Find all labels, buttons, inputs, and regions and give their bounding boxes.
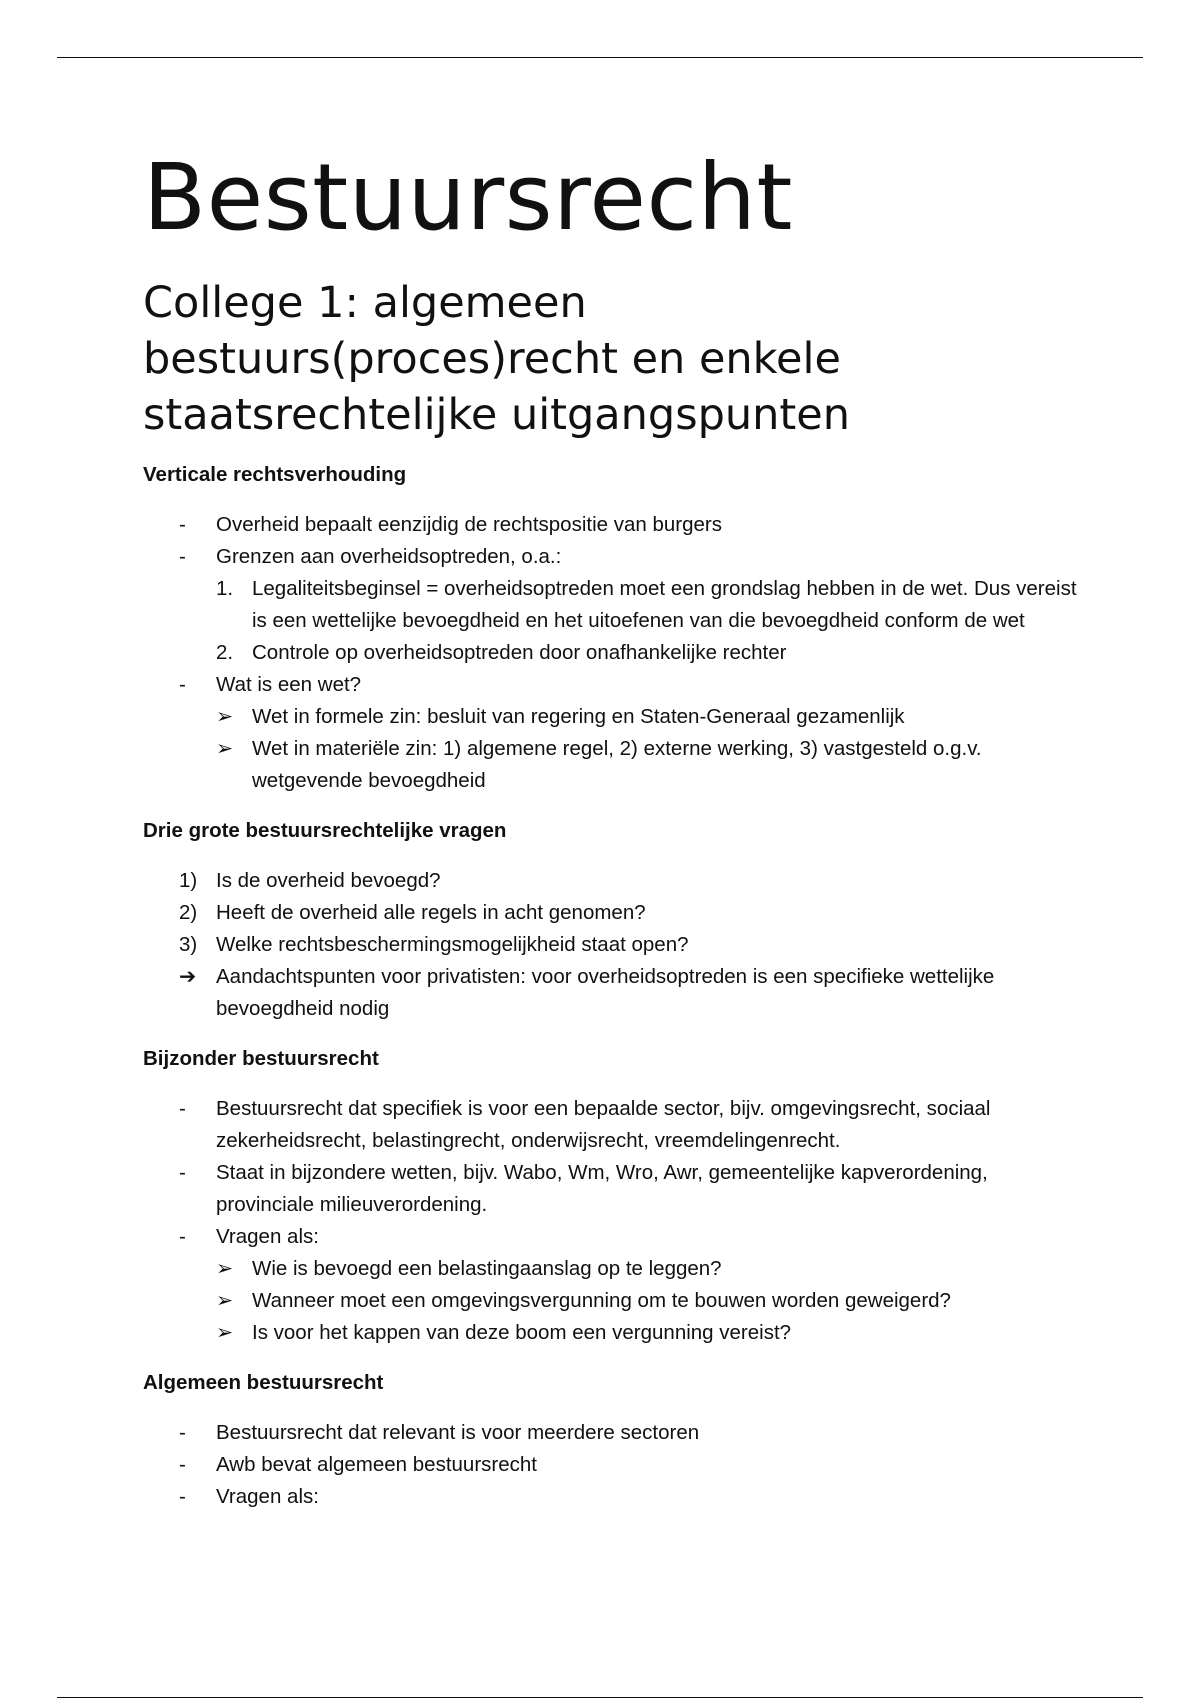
arrowhead-bullet-icon: ➢ [216,737,234,760]
dash-bullet: - [179,1097,186,1120]
list-item [143,865,1083,897]
header-rule [57,57,1143,58]
dash-bullet: - [179,673,186,696]
list-item-text: Bestuursrecht dat specifiek is voor een bepaalde sector, bijv. omgevingsrecht, sociaal zekerheidsrecht, belastingrecht, onderwijsrecht, vreemdelingenrecht. [216,1097,991,1152]
footer-rule [57,1697,1143,1698]
section-list-algemeen-bestuursrecht [143,1417,1083,1513]
dash-bullet: - [179,1485,186,1508]
dash-bullet: - [179,1225,186,1248]
list-item [143,1317,1083,1349]
list-item [143,897,1083,929]
section-list-bijzonder-bestuursrecht [143,1093,1083,1349]
arrowhead-bullet-icon: ➢ [216,1321,234,1344]
list-item [143,1417,1083,1449]
list-item [143,1449,1083,1481]
list-item-text: Is de overheid bevoegd? [216,869,441,892]
dash-bullet: - [179,1453,186,1476]
list-item-text: Aandachtspunten voor privatisten: voor overheidsoptreden is een specifieke wettelijke bevoegdheid nodig [216,965,995,1020]
section-heading-drie-vragen: Drie grote bestuursrechtelijke vragen [143,819,507,842]
number-marker: 2) [179,901,198,924]
document-title: Bestuursrecht [143,144,793,251]
list-item-text: Controle op overheidsoptreden door onafhankelijke rechter [252,641,787,664]
arrowhead-bullet-icon: ➢ [216,705,234,728]
dash-bullet: - [179,513,186,536]
list-item [143,637,1083,669]
list-item-text: Vragen als: [216,1485,319,1508]
nested-numbered-list [143,573,1083,669]
list-item-text: Bestuursrecht dat relevant is voor meerdere sectoren [216,1421,700,1444]
arrowhead-bullet-icon: ➢ [216,1289,234,1312]
list-item [143,1093,1083,1157]
section-heading-algemeen-bestuursrecht: Algemeen bestuursrecht [143,1371,384,1394]
list-item [143,1157,1083,1221]
number-marker: 1. [216,577,234,600]
list-item-text: Awb bevat algemeen bestuursrecht [216,1453,537,1476]
list-item [143,1285,1083,1317]
list-item [143,1253,1083,1285]
list-item [143,541,1083,573]
section-heading-verticale-rechtsverhouding: Verticale rechtsverhouding [143,463,407,486]
list-item [143,509,1083,541]
list-item-text: Wet in materiële zin: 1) algemene regel, 2) externe werking, 3) vastgesteld o.g.v. wetgevende bevoegdheid [252,737,982,792]
number-marker: 1) [179,869,198,892]
document-subtitle: College 1: algemeen bestuurs(proces)recht en enkele staatsrechtelijke uitgangspunten [143,278,850,440]
dash-bullet: - [179,1161,186,1184]
list-item [143,961,1083,1025]
list-item-text: Legaliteitsbeginsel = overheidsoptreden moet een grondslag hebben in de wet. Dus vereist is een wettelijke bevoegdheid en het uitoefenen van die bevoegdheid conform de wet [252,577,1077,632]
dash-bullet: - [179,1421,186,1444]
list-item-text: Wie is bevoegd een belastingaanslag op te leggen? [252,1257,722,1280]
list-item [143,733,1083,797]
list-item [143,929,1083,961]
list-item [143,701,1083,733]
list-item-text: Heeft de overheid alle regels in acht genomen? [216,901,646,924]
list-item-text: Is voor het kappen van deze boom een vergunning vereist? [252,1321,792,1344]
section-heading-bijzonder-bestuursrecht: Bijzonder bestuursrecht [143,1047,379,1070]
number-marker: 3) [179,933,198,956]
list-item-text: Welke rechtsbeschermingsmogelijkheid staat open? [216,933,689,956]
list-item-text: Wet in formele zin: besluit van regering en Staten-Generaal gezamenlijk [252,705,905,728]
list-item-text: Wanneer moet een omgevingsvergunning om te bouwen worden geweigerd? [252,1289,951,1312]
list-item [143,1481,1083,1513]
list-item-text: Overheid bepaalt eenzijdig de rechtspositie van burgers [216,513,722,536]
right-arrow-icon: ➔ [179,965,197,988]
list-item-text: Grenzen aan overheidsoptreden, o.a.: [216,545,562,568]
nested-arrow-list [143,701,1083,797]
arrowhead-bullet-icon: ➢ [216,1257,234,1280]
dash-bullet: - [179,545,186,568]
nested-arrow-list [143,1253,1083,1349]
number-marker: 2. [216,641,234,664]
list-item-text: Wat is een wet? [216,673,362,696]
section-list-drie-vragen [143,865,1083,1025]
list-item-text: Staat in bijzondere wetten, bijv. Wabo, Wm, Wro, Awr, gemeentelijke kapverordening, provinciale milieuverordening. [216,1161,988,1216]
list-item-text: Vragen als: [216,1225,319,1248]
section-list-verticale-rechtsverhouding [143,509,1083,797]
list-item [143,669,1083,701]
document-page [143,140,1083,1513]
list-item [143,573,1083,637]
list-item [143,1221,1083,1253]
